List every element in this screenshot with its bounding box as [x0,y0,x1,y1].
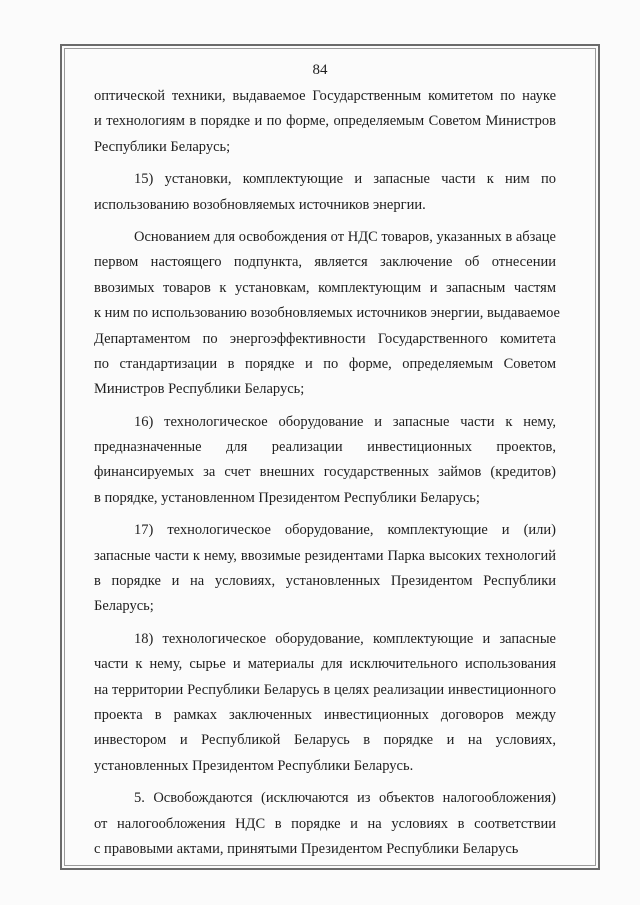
paragraph [94,518,556,620]
text-line: 5. Освобождаются (исключаются из объектов налогообложения) [134,790,556,807]
text-line: оптической техники, выдаваемое Государственным комитетом по науке [94,88,556,104]
text-line: Департаментом по энергоэффективности Государственного комитета [94,330,556,347]
text-line: использованию возобновляемых источников энергии. [94,196,426,213]
paragraph [94,410,556,512]
text-line: первом настоящего подпункта, является заключение об отнесении [94,254,556,271]
text-line: 15) установки, комплектующие и запасные части к ним по [134,171,556,188]
text-line: Республики Беларусь; [94,138,231,155]
document-body [94,84,560,862]
text-line: с правовыми актами, принятыми Президентом Республики Беларусь [94,840,519,857]
text-line: на территории Республики Беларусь в целях реализации инвестиционного [94,681,556,698]
paragraph-gap [94,620,556,627]
paragraph [94,786,556,862]
paragraph [94,627,556,779]
text-line: 17) технологическое оборудование, комплектующие и (или) [134,522,556,539]
text-line: инвестором и Республикой Беларусь в порядке и на условиях, [94,732,556,749]
paragraph [94,84,556,160]
text-line: и технологиям в порядке и по форме, определяемым Советом Министров [94,113,556,130]
text-line: Беларусь; [94,598,154,615]
paragraph [94,225,560,403]
text-line: финансируемых за счет внешних государственных займов (кредитов) [94,464,556,481]
text-line: к ним по использованию возобновляемых источников энергии, выдаваемое [94,305,560,322]
text-line: установленных Президентом Республики Беларусь. [94,757,414,774]
text-line: ввозимых товаров к установкам, комплектующим и запасным частям [94,279,556,296]
paragraph-gap [94,160,556,167]
paragraph-gap [94,218,556,225]
paragraph-gap [94,779,556,786]
paragraph-gap [94,511,556,518]
text-line: проекта в рамках заключенных инвестиционных договоров между [94,706,556,723]
paragraph-gap [94,403,556,410]
text-line: 18) технологическое оборудование, комплектующие и запасные [134,630,556,647]
text-line: от налогообложения НДС в порядке и на условиях в соответствии [94,815,556,832]
text-line: в порядке, установленном Президентом Республики Беларусь; [94,489,480,506]
text-line: запасные части к нему, ввозимые резидентами Парка высоких технологий [94,547,556,564]
text-line: 16) технологическое оборудование и запасные части к нему, [134,413,556,430]
text-line: по стандартизации в порядке и по форме, определяемым Советом [94,355,556,372]
text-line: Министров Республики Беларусь; [94,381,305,398]
text-line: части к нему, сырье и материалы для исключительного использования [94,656,556,673]
text-line: предназначенные для реализации инвестиционных проектов, [94,439,556,456]
page-number: 84 [312,62,328,78]
text-line: Основанием для освобождения от НДС товаров, указанных в абзаце [134,228,556,245]
text-line: в порядке и на условиях, установленных Президентом Республики [94,573,556,590]
paragraph [94,167,556,218]
